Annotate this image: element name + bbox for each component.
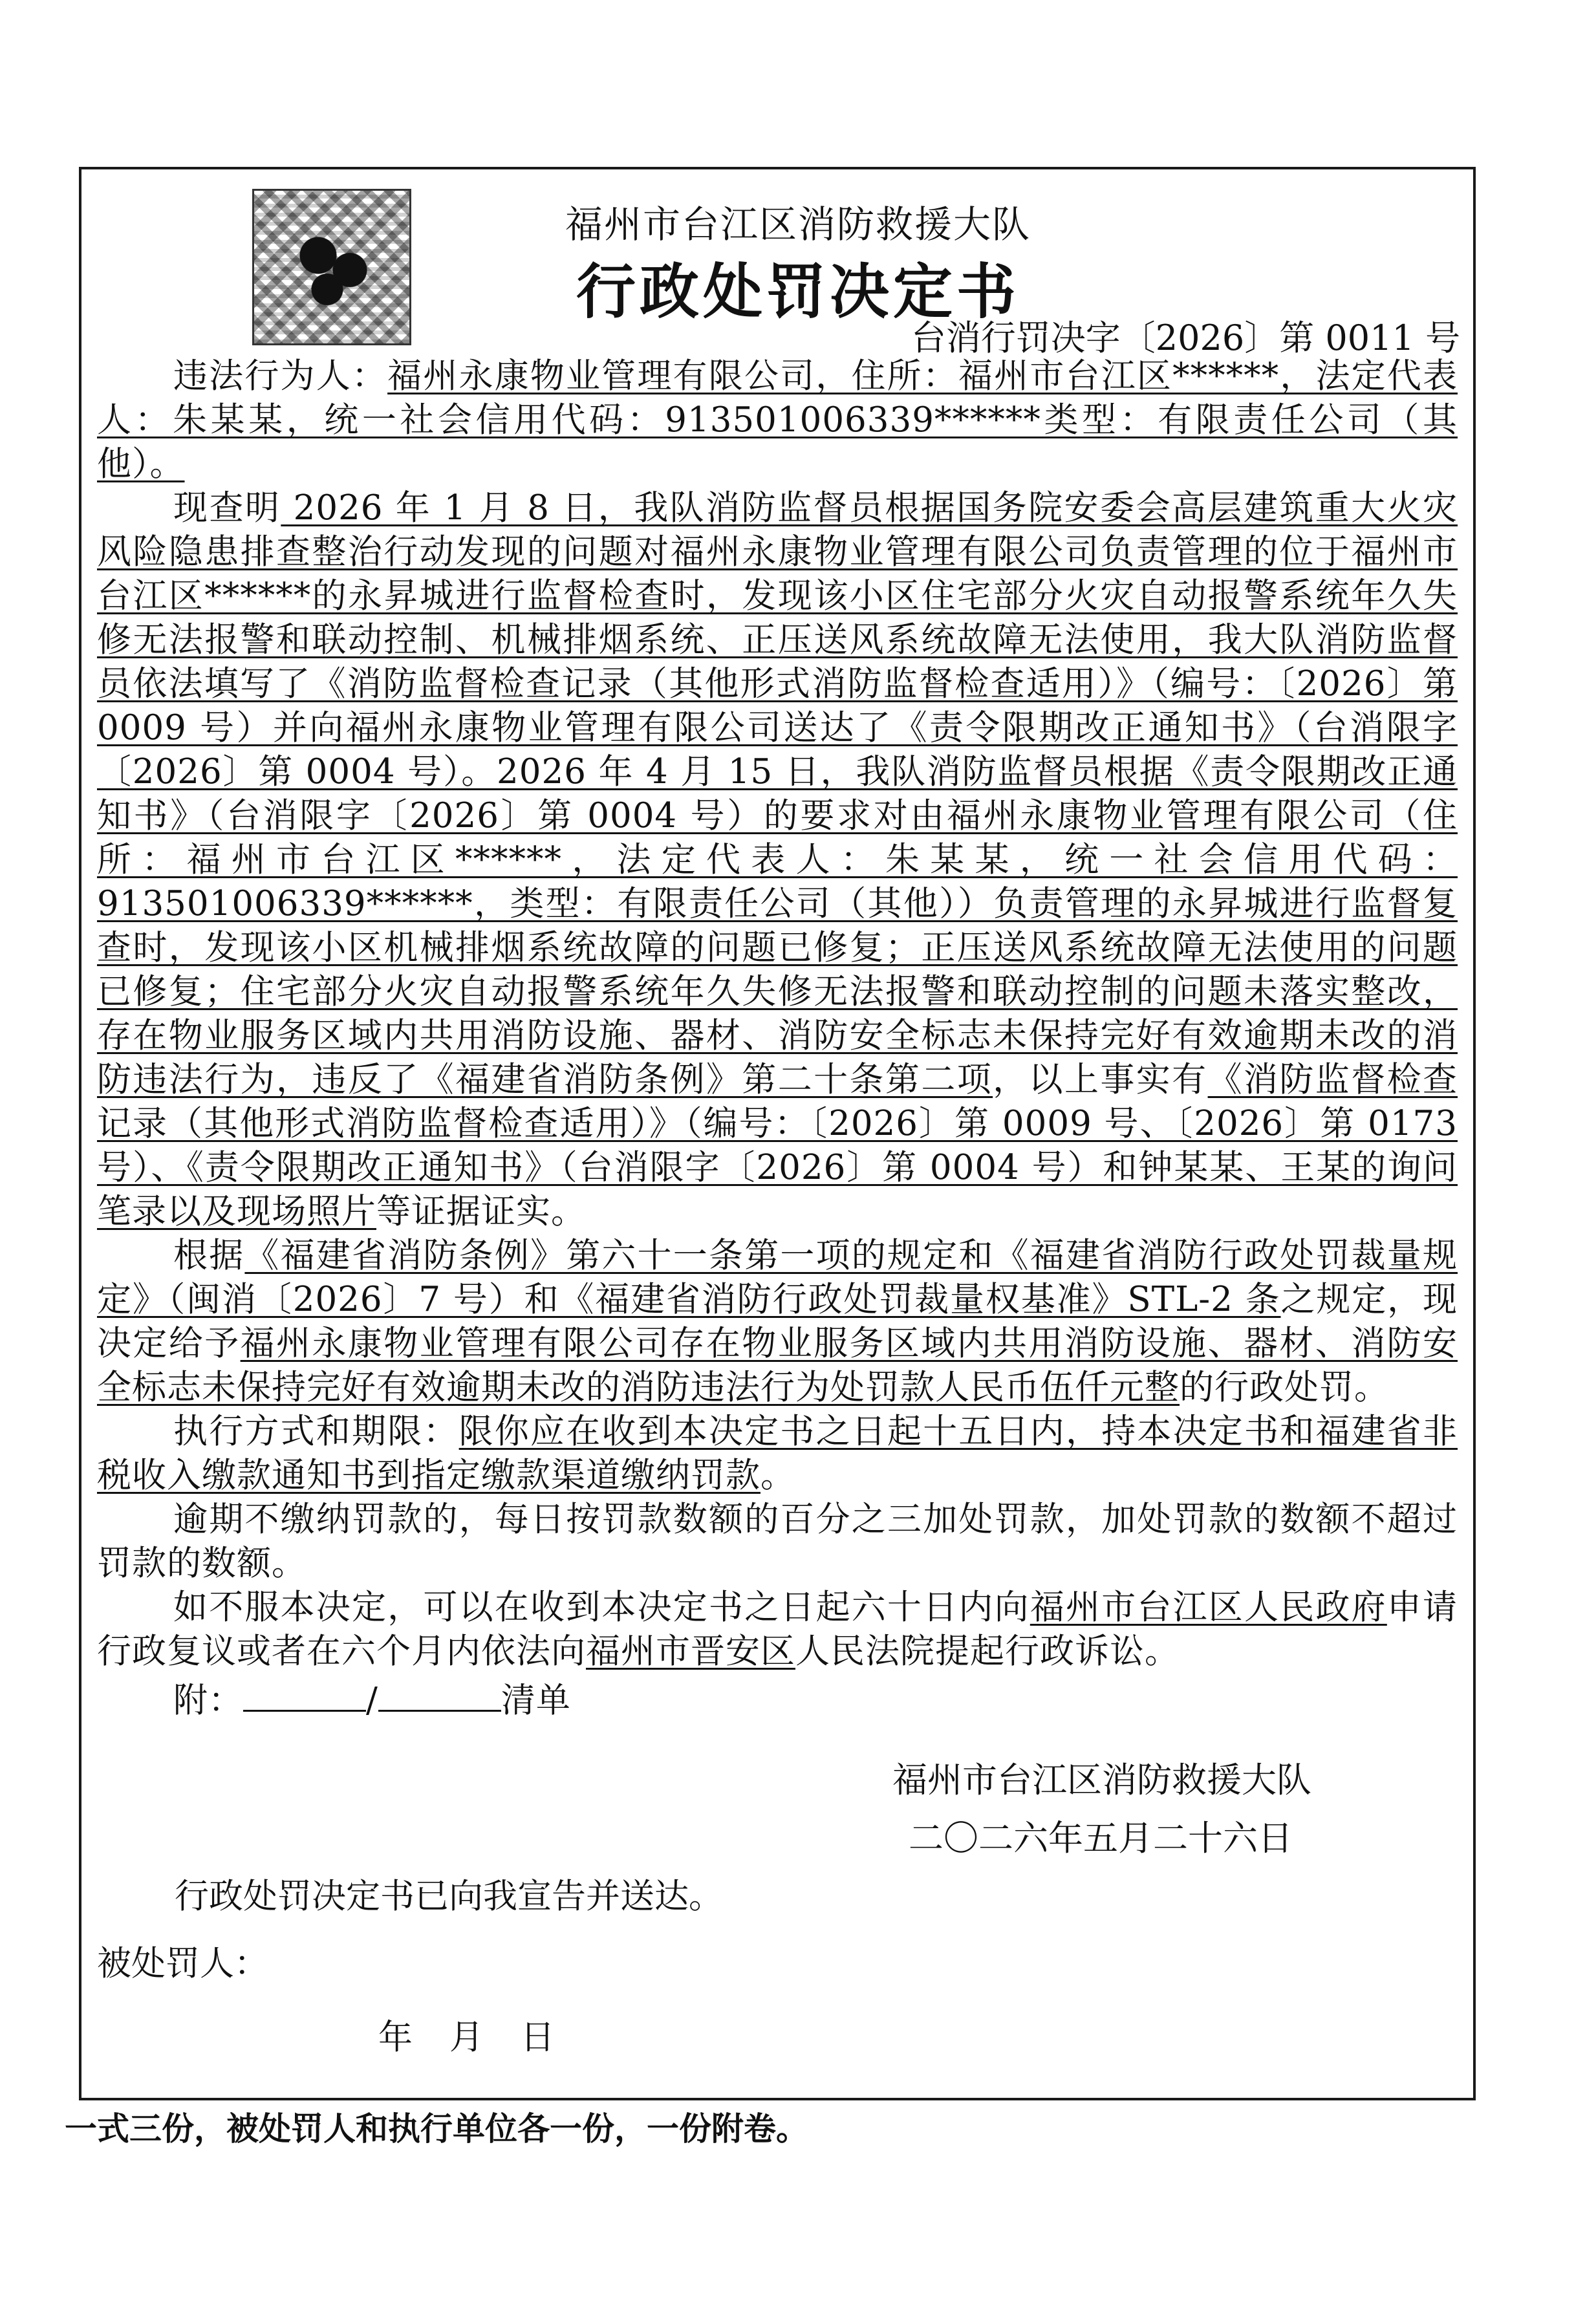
decision-ending: 的行政处罚。 (1180, 1368, 1389, 1407)
receipt-date-placeholder: 年 月 日 (378, 2018, 555, 2057)
attachment-line (97, 1677, 1458, 1723)
attachment-slash: / (366, 1681, 378, 1720)
punished-party-label: 被处罚人： (97, 1944, 268, 1983)
decision-paragraph (97, 1234, 1458, 1410)
attachment-suffix: 清单 (501, 1681, 571, 1720)
facts-ending: 等证据证实。 (376, 1192, 586, 1231)
attachment-blank-1 (243, 1677, 366, 1712)
appeal-lead: 如不服本决定，可以在收到本决定书之日起六十日内向 (173, 1588, 1030, 1627)
party-label: 违法行为人： (173, 356, 388, 396)
late-fee-paragraph: 逾期不缴纳罚款的，每日按罚款数额的百分之三加处罚款，加处罚款的数额不超过罚款的数额。 (97, 1500, 1458, 1583)
party-details: 福州永康物业管理有限公司，住所：福州市台江区******，法定代表人：朱某某，统一社会信用代码：913501006339******类型：有限责任公司（其他）。 (97, 356, 1458, 484)
legal-basis: 《福建省消防条例》第六十一条第一项的规定和《福建省消防行政处罚裁量规定》（闽消〔2026〕7 号）和《福建省消防行政处罚裁量权基准》STL-2 条 (97, 1236, 1458, 1319)
appeal-ending: 人民法院提起行政诉讼。 (795, 1632, 1180, 1671)
attachment-blank-2 (378, 1677, 501, 1712)
facts-paragraph (97, 486, 1458, 1234)
document-title: 行政处罚决定书 (576, 257, 1020, 327)
signature-date: 二〇二六年五月二十六日 (909, 1818, 1293, 1859)
issuing-org-title: 福州市台江区消防救援大队 (565, 202, 1031, 246)
signature-org: 福州市台江区消防救援大队 (892, 1760, 1311, 1800)
court-district: 福州市晋安区 (586, 1632, 795, 1671)
copies-note: 一式三份，被处罚人和执行单位各一份，一份附卷。 (65, 2109, 808, 2148)
appeal-paragraph (97, 1586, 1458, 1674)
document-body (97, 354, 1458, 1723)
execution-terms: 限你应在收到本决定书之日起十五日内，持本决定书和福建省非税收入缴款通知书到指定缴款渠道缴纳罚款 (97, 1412, 1458, 1495)
document-number: 台消行罚决字〔2026〕第 0011 号 (911, 318, 1460, 358)
facts-lead: 现查明 (173, 488, 281, 528)
facts-connector: ，以上事实有 (993, 1060, 1208, 1099)
decision-lead: 根据 (173, 1236, 245, 1275)
evidence-list: 《消防监督检查记录（其他形式消防监督检查适用）》（编号：〔2026〕第 0009 号、〔2026〕第 0173 号）、《责令限期改正通知书》（台消限字〔2026〕第 0004 号）和钟某某、王某的询问笔录以及现场照片 (97, 1060, 1458, 1231)
execution-label: 执行方式和期限： (173, 1412, 459, 1451)
penalty-text: 福州永康物业管理有限公司存在物业服务区域内共用消防设施、器材、消防安全标志未保持完好有效逾期未改的消防违法行为处罚款人民币伍仟元整 (97, 1324, 1458, 1407)
execution-ending: 。 (760, 1456, 795, 1495)
review-authority: 福州市台江区人民政府 (1030, 1588, 1387, 1627)
attachment-label: 附： (173, 1681, 243, 1720)
appeal-connector: 申请行政复议或者在六个月内依法向 (97, 1588, 1458, 1671)
execution-paragraph (97, 1410, 1458, 1498)
facts-text: 2026 年 1 月 8 日，我队消防监督员根据国务院安委会高层建筑重大火灾风险隐患排查整治行动发现的问题对福州永康物业管理有限公司负责管理的位于福州市台江区******的永昇城进行监督检查时，发现该小区住宅部分火灾自动报警系统年久失修无法报警和联动控制、机械排烟系统、正压送风系统故障无法使用，我大队消防监督员依法填写了《消防监督检查记录（其他形式消防监督检查适用）》（编号：〔2026〕第 0009 号）并向福州永康物业管理有限公司送达了《责令限期改正通知书》（台消限字〔2026〕第 0004 号）。2026 年 4 月 15 日，我队消防监督员根据《责令限期改正通知书》（台消限字〔2026〕第 0004 号）的要求对由福州永康物业管理有限公司（住所：福州市台江区******，法定代表人：朱某某，统一社会信用代码：913501006339******，类型：有限责任公司（其他））负责管理的永昇城进行监督复查时，发现该小区机械排烟系统故障的问题已修复；正压送风系统故障无法使用的问题已修复；住宅部分火灾自动报警系统年久失修无法报警和联动控制的问题未落实整改，存在物业服务区域内共用消防设施、器材、消防安全标志未保持完好有效逾期未改的消防违法行为，违反了《福建省消防条例》第二十条第二项 (97, 488, 1458, 1099)
served-statement: 行政处罚决定书已向我宣告并送达。 (175, 1877, 723, 1916)
decision-connector: 之规定，现决定给予 (97, 1280, 1458, 1363)
party-paragraph (97, 354, 1458, 486)
